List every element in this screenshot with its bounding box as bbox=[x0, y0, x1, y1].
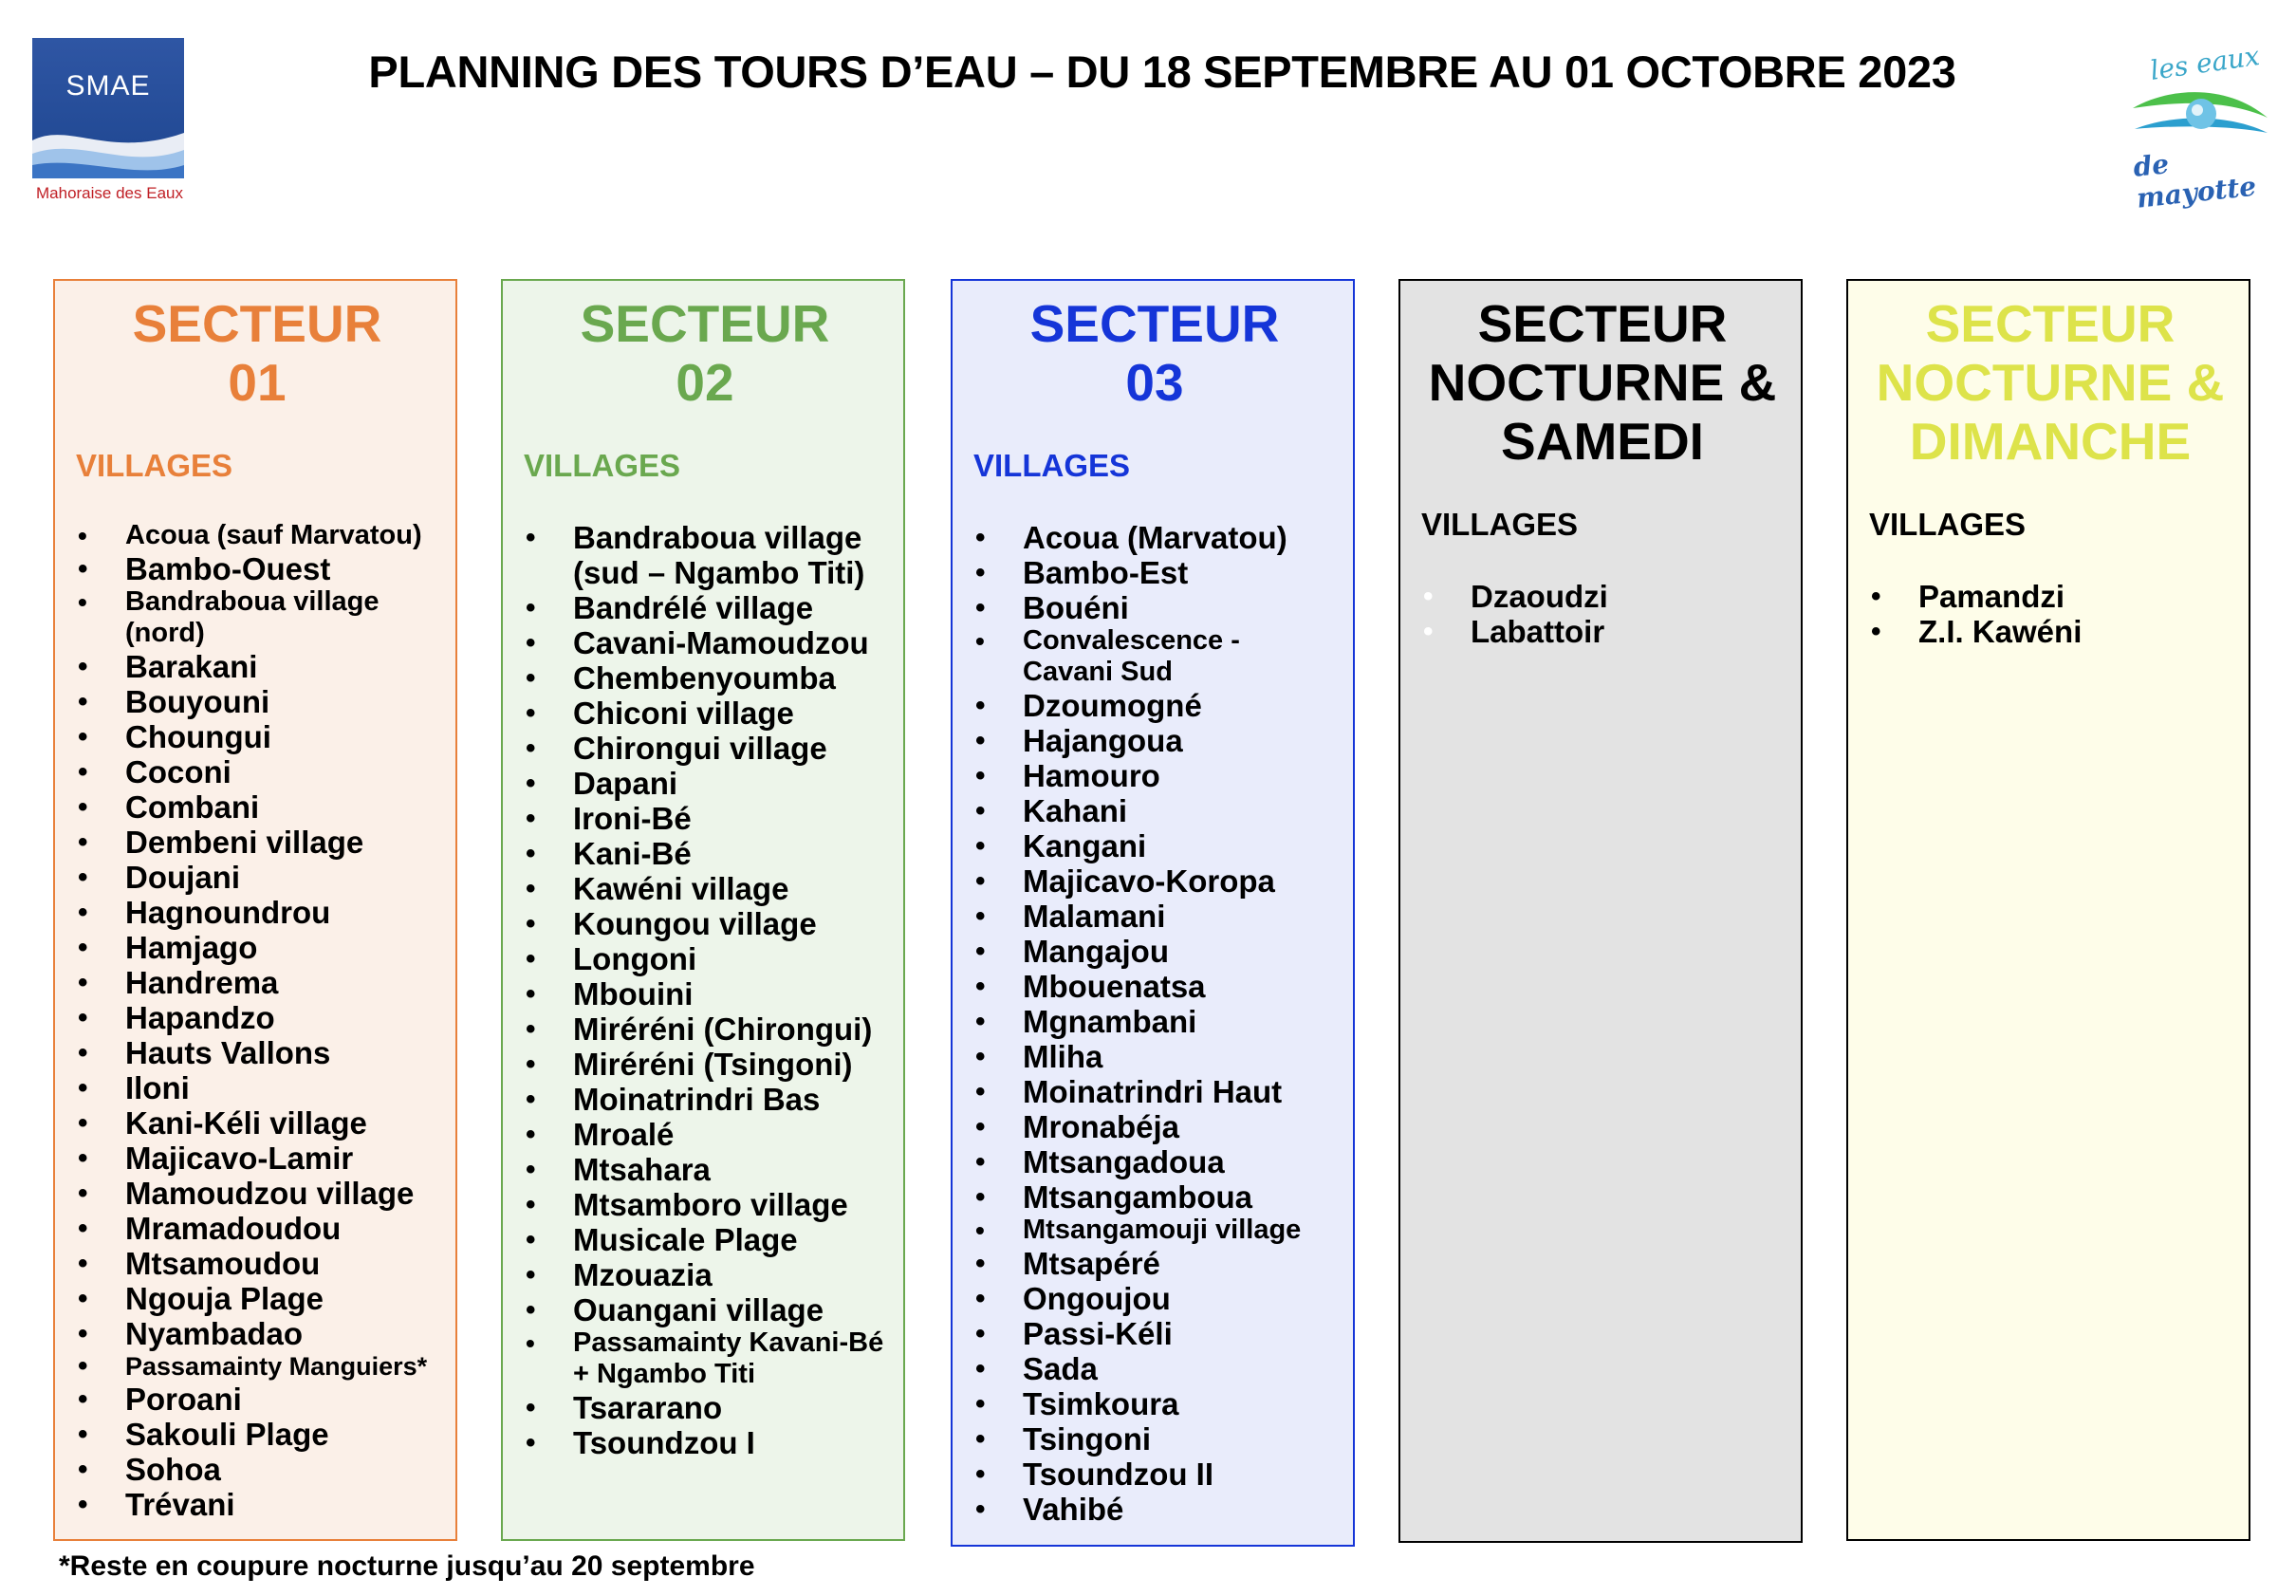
village-item: • Mroalé bbox=[524, 1117, 886, 1152]
village-item: • Tsingoni bbox=[973, 1421, 1336, 1457]
sector-01-column bbox=[53, 279, 457, 1541]
village-item: • Kawéni village bbox=[524, 871, 886, 906]
village-item: • Combani bbox=[76, 789, 438, 825]
village-item: • Doujani bbox=[76, 860, 438, 895]
village-item: • Hapandzo bbox=[76, 1000, 438, 1035]
village-item: • Kani-Bé bbox=[524, 836, 886, 871]
village-item: • Bandraboua village (nord) bbox=[76, 586, 438, 649]
village-item: • Handrema bbox=[76, 965, 438, 1000]
village-item: • Chembenyoumba bbox=[524, 660, 886, 696]
village-item: • Poroani bbox=[76, 1382, 438, 1417]
eaux-logo-top: les eaux bbox=[2148, 40, 2262, 86]
village-item: • Mtsangadoua bbox=[973, 1144, 1336, 1179]
page-title: PLANNING DES TOURS D’EAU – DU 18 SEPTEMBRE AU 01 OCTOBRE 2023 bbox=[368, 46, 1956, 97]
village-item: • Majicavo-Lamir bbox=[76, 1141, 438, 1176]
sector-nocturne-samedi-column bbox=[1398, 279, 1803, 1543]
village-item: • Koungou village bbox=[524, 906, 886, 941]
village-item: • Bambo-Ouest bbox=[76, 551, 438, 586]
village-item: • Cavani-Mamoudzou bbox=[524, 625, 886, 660]
village-item: • Sada bbox=[973, 1351, 1336, 1386]
village-item: • Miréréni (Tsingoni) bbox=[524, 1047, 886, 1082]
sector-03-column bbox=[951, 279, 1355, 1547]
village-item: • Bambo-Est bbox=[973, 555, 1336, 590]
village-item: • Hauts Vallons bbox=[76, 1035, 438, 1070]
village-item: • Bandraboua village (sud – Ngambo Titi) bbox=[524, 520, 886, 590]
sector-heading: SECTEUR 02 bbox=[580, 294, 830, 412]
village-item: • Sohoa bbox=[76, 1452, 438, 1487]
sector-heading: SECTEUR NOCTURNE & DIMANCHE bbox=[1876, 294, 2225, 471]
village-item: • Mangajou bbox=[973, 934, 1336, 969]
village-item: • Kani-Kéli village bbox=[76, 1105, 438, 1141]
village-item: • Longoni bbox=[524, 941, 886, 976]
village-item: • Musicale Plage bbox=[524, 1222, 886, 1257]
wave-icon bbox=[32, 38, 184, 178]
sector-nocturne-dimanche-column bbox=[1846, 279, 2250, 1541]
village-item: • Mamoudzou village bbox=[76, 1176, 438, 1211]
village-item: • Mliha bbox=[973, 1039, 1336, 1074]
village-item: • Tsoundzou II bbox=[973, 1457, 1336, 1492]
village-item: • Majicavo-Koropa bbox=[973, 863, 1336, 899]
village-item: • Ongoujou bbox=[973, 1281, 1336, 1316]
smae-logo-subtitle: Mahoraise des Eaux bbox=[36, 184, 183, 202]
village-item: • Vahibé bbox=[973, 1492, 1336, 1527]
village-item: • Passamainty Kavani-Bé + Ngambo Titi bbox=[524, 1327, 886, 1390]
village-item: • Coconi bbox=[76, 754, 438, 789]
village-item: • Miréréni (Chirongui) bbox=[524, 1011, 886, 1047]
village-item: • Kangani bbox=[973, 828, 1336, 863]
smae-logo-brand: SMAE bbox=[65, 70, 151, 102]
village-item: • Convalescence - Cavani Sud bbox=[973, 625, 1336, 688]
village-item: • Tsimkoura bbox=[973, 1386, 1336, 1421]
village-item: • Mzouazia bbox=[524, 1257, 886, 1292]
smae-logo-mark bbox=[32, 38, 184, 178]
village-item: • Nyambadao bbox=[76, 1316, 438, 1351]
village-item: • Kahani bbox=[973, 793, 1336, 828]
villages-label: VILLAGES bbox=[1869, 507, 2027, 542]
village-item: • Sakouli Plage bbox=[76, 1417, 438, 1452]
village-item: • Moinatrindri Bas bbox=[524, 1082, 886, 1117]
village-item: • Ouangani village bbox=[524, 1292, 886, 1327]
village-item: • Moinatrindri Haut bbox=[973, 1074, 1336, 1109]
village-item: • Ngouja Plage bbox=[76, 1281, 438, 1316]
village-item: • Hamouro bbox=[973, 758, 1336, 793]
village-item: • Hagnoundrou bbox=[76, 895, 438, 930]
village-item: • Hajangoua bbox=[973, 723, 1336, 758]
smae-logo bbox=[32, 38, 192, 207]
villages-label: VILLAGES bbox=[1421, 507, 1579, 542]
village-item: • Iloni bbox=[76, 1070, 438, 1105]
village-item: • Mtsahara bbox=[524, 1152, 886, 1187]
sector-02-column bbox=[501, 279, 905, 1541]
sector-heading: SECTEUR NOCTURNE & SAMEDI bbox=[1428, 294, 1777, 471]
village-item: • Acoua (Marvatou) bbox=[973, 520, 1336, 555]
village-item: • Pamandzi bbox=[1869, 579, 2231, 614]
village-list bbox=[1869, 579, 2231, 649]
village-list bbox=[1421, 579, 1784, 649]
village-item: • Mgnambani bbox=[973, 1004, 1336, 1039]
villages-label: VILLAGES bbox=[524, 448, 681, 483]
village-item: • Mtsangamboua bbox=[973, 1179, 1336, 1215]
village-item: • Dzaoudzi bbox=[1421, 579, 1784, 614]
village-item: • Chiconi village bbox=[524, 696, 886, 731]
footnote: *Reste en coupure nocturne jusqu’au 20 septembre bbox=[59, 1550, 755, 1582]
village-item: • Bandrélé village bbox=[524, 590, 886, 625]
village-item: • Mtsamboro village bbox=[524, 1187, 886, 1222]
village-item: • Choungui bbox=[76, 719, 438, 754]
village-item: • Ironi-Bé bbox=[524, 801, 886, 836]
village-list bbox=[76, 520, 438, 1522]
village-list bbox=[973, 520, 1336, 1527]
village-item: • Mbouini bbox=[524, 976, 886, 1011]
village-item: • Z.I. Kawéni bbox=[1869, 614, 2231, 649]
village-item: • Dzoumogné bbox=[973, 688, 1336, 723]
village-item: • Hamjago bbox=[76, 930, 438, 965]
village-item: • Labattoir bbox=[1421, 614, 1784, 649]
village-item: • Dembeni village bbox=[76, 825, 438, 860]
eaux-de-mayotte-logo bbox=[2125, 38, 2277, 214]
village-item: • Tsararano bbox=[524, 1390, 886, 1425]
village-item: • Mronabéja bbox=[973, 1109, 1336, 1144]
village-item: • Mramadoudou bbox=[76, 1211, 438, 1246]
eaux-logo-bottom: de mayotte bbox=[2131, 148, 2258, 214]
sector-heading: SECTEUR 01 bbox=[132, 294, 382, 412]
village-item: • Acoua (sauf Marvatou) bbox=[76, 520, 438, 551]
village-item: • Mtsapéré bbox=[973, 1246, 1336, 1281]
villages-label: VILLAGES bbox=[76, 448, 233, 483]
village-item: • Mtsamoudou bbox=[76, 1246, 438, 1281]
village-item: • Mtsangamouji village bbox=[973, 1215, 1336, 1246]
village-item: • Dapani bbox=[524, 766, 886, 801]
village-item: • Passi-Kéli bbox=[973, 1316, 1336, 1351]
villages-label: VILLAGES bbox=[973, 448, 1131, 483]
village-item: • Bouyouni bbox=[76, 684, 438, 719]
sector-heading: SECTEUR 03 bbox=[1029, 294, 1280, 412]
village-item: • Trévani bbox=[76, 1487, 438, 1522]
village-list bbox=[524, 520, 886, 1460]
village-item: • Malamani bbox=[973, 899, 1336, 934]
village-item: • Barakani bbox=[76, 649, 438, 684]
village-item: • Bouéni bbox=[973, 590, 1336, 625]
village-item: • Tsoundzou I bbox=[524, 1425, 886, 1460]
village-item: • Mbouenatsa bbox=[973, 969, 1336, 1004]
village-item: • Passamainty Manguiers* bbox=[76, 1351, 438, 1382]
village-item: • Chirongui village bbox=[524, 731, 886, 766]
